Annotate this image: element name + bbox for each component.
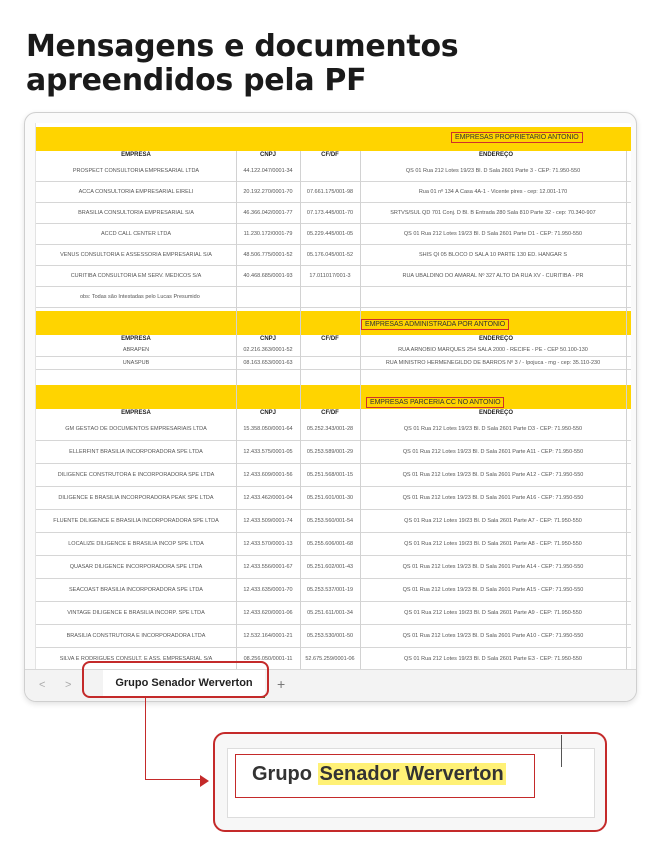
cnpj-cell[interactable]: 12.433.609/0001-56 [243, 472, 293, 478]
table-row [36, 224, 631, 245]
address-cell[interactable]: QS 01 Rua 212 Lotes 19/23 Bl. D Sala 2601 Parte A12 - CEP: 71.950-550 [402, 472, 584, 478]
zoomed-tab-label [252, 763, 506, 786]
company-cell[interactable]: DILIGENCE CONSTRUTORA E INCORPORADORA SPE LTDA [57, 472, 215, 478]
header-cnpj: CNPJ [259, 336, 276, 342]
address-cell[interactable]: QS 01 Rua 212 Lotes 19/23 Bl. D Sala 2601 Parte A10 - CEP: 71.950-550 [402, 633, 584, 639]
company-cell[interactable]: FLUENTE DILIGENCE E BRASILIA INCORPORADORA SPE LTDA [53, 518, 219, 524]
address-cell[interactable]: QS 01 Rua 212 Lotes 19/23 Bl. D Sala 2601 Parte A8 - CEP: 71.950-550 [404, 541, 582, 547]
cpf-cell[interactable]: 07.661.175/001-98 [306, 189, 354, 195]
sheet-tab-grupo-senador-werverton[interactable]: Grupo Senador Werverton [103, 670, 265, 698]
cpf-cell[interactable]: 05.251.611/001-34 [307, 610, 353, 616]
address-cell[interactable]: QS 01 Rua 212 Lotes 19/23 Bl. D Sala 2601 Parte D1 - CEP: 71.950-550 [403, 231, 583, 237]
zoomed-sheet-tab [235, 754, 535, 798]
address-cell[interactable]: RUA ARNOBIO MARQUES 254 SALA 2000 - RECIFE - PE - CEP 50.100-130 [398, 347, 588, 353]
cnpj-cell[interactable]: 12.532.164/0001-21 [243, 633, 293, 639]
table-row [36, 418, 631, 441]
cpf-cell[interactable]: 05.176.045/001-52 [306, 252, 354, 258]
cpf-cell[interactable]: 52.675.259/0001-06 [305, 656, 355, 662]
company-cell[interactable]: UNASPUB [122, 360, 150, 366]
table-row [36, 602, 631, 625]
table-row [36, 245, 631, 266]
column-divider [626, 151, 627, 671]
column-divider [300, 151, 301, 671]
cpf-cell[interactable]: 05.253.560/001-54 [306, 518, 354, 524]
table-row [36, 161, 631, 182]
table-row [36, 487, 631, 510]
section-label-proprietario: EMPRESAS PROPRIETARIO ANTONIO [451, 132, 583, 143]
table-row [36, 182, 631, 203]
headline-line-2: apreendidos pela PF [26, 63, 367, 98]
cpf-cell[interactable]: 05.253.589/001-29 [306, 449, 354, 455]
spreadsheet-grid [35, 123, 631, 671]
cpf-cell[interactable]: 05.252.343/001-28 [306, 426, 354, 432]
address-cell[interactable]: QS 01 Rua 212 Lotes 19/23 Bl. D Sala 2601 Parte 3 - CEP: 71.950-550 [405, 168, 581, 174]
company-cell[interactable]: SEACOAST BRASILIA INCORPORADORA SPE LTDA [69, 587, 203, 593]
headline [26, 30, 636, 98]
company-cell[interactable]: obs: Todas são Intestadas pelo Lucas Presumido [80, 294, 200, 300]
next-sheet-button[interactable]: > [65, 679, 72, 691]
company-cell[interactable]: ACCA CONSULTORIA EMPRESARIAL EIRELI [78, 189, 194, 195]
cnpj-cell[interactable]: 12.433.635/0001-70 [243, 587, 293, 593]
header-cpf: CF/DF [321, 336, 339, 342]
cnpj-cell[interactable]: 12.433.556/0001-67 [243, 564, 293, 570]
address-cell[interactable]: QS 01 Rua 212 Lotes 19/23 Bl. D Sala 2601 Parte A16 - CEP: 71.950-550 [402, 495, 584, 501]
address-cell[interactable]: QS 01 Rua 212 Lotes 19/23 Bl. D Sala 2601 Parte A11 - CEP: 71.950-550 [402, 449, 584, 455]
company-cell[interactable]: DILIGENCE E BRASILIA INCORPORADORA PEAK SPE LTDA [58, 495, 214, 501]
table-row [36, 464, 631, 487]
section-band-parceria [36, 385, 631, 409]
cnpj-cell[interactable]: 12.433.620/0001-06 [243, 610, 293, 616]
cpf-cell[interactable]: 05.251.601/001-30 [306, 495, 354, 501]
table-row [36, 579, 631, 602]
header-cpf: CF/DF [321, 410, 339, 416]
table-row [36, 441, 631, 464]
section-label-parceria: EMPRESAS PARCERIA CC NO ANTONIO [366, 397, 504, 408]
table-row [36, 287, 631, 308]
cnpj-cell[interactable]: 12.433.462/0001-04 [243, 495, 293, 501]
previous-sheet-button[interactable]: < [39, 679, 46, 691]
header-endereco: ENDEREÇO [478, 336, 513, 342]
cnpj-cell[interactable]: 20.192.270/0001-70 [243, 189, 293, 195]
address-cell[interactable]: Rua 01 nº 134 A Casa 4A-1 - Vicente pires - cep: 12.001-170 [418, 189, 568, 195]
address-cell[interactable]: QS 01 Rua 212 Lotes 19/23 Bl. D Sala 2601 Parte E3 - CEP: 71.950-550 [404, 656, 582, 662]
company-cell[interactable]: ABRAPEN [122, 347, 150, 353]
cnpj-cell[interactable]: 15.358.050/0001-64 [243, 426, 293, 432]
address-cell[interactable]: SHIS QI 05 BLOCO D SALA 10 PARTE 130 ED. HANGAR S [418, 252, 568, 258]
header-cnpj: CNPJ [259, 152, 276, 158]
section-band-administrada [36, 311, 631, 335]
callout-connector [145, 698, 205, 780]
table-row [36, 533, 631, 556]
cnpj-cell[interactable]: 08.163.653/0001-63 [243, 360, 293, 366]
cnpj-cell[interactable]: 44.122.047/0001-34 [243, 168, 293, 174]
company-cell[interactable]: LOCALIZE DILIGENCE E BRASILIA INCOP SPE LTDA [68, 541, 204, 547]
cpf-cell[interactable]: 05.229.445/001-05 [306, 231, 354, 237]
cnpj-cell[interactable]: 12.433.570/0001-13 [243, 541, 293, 547]
cpf-cell[interactable]: 05.251.602/001-43 [306, 564, 354, 570]
table-row [36, 266, 631, 287]
zoom-divider [561, 735, 562, 767]
company-cell[interactable]: ACCD CALL CENTER LTDA [101, 231, 171, 237]
tab-highlight-outline [82, 661, 269, 698]
callout-arrow-icon [200, 775, 209, 787]
cpf-cell[interactable]: 05.251.568/001-15 [306, 472, 354, 478]
spreadsheet-screenshot [24, 112, 637, 702]
address-cell[interactable]: QS 01 Rua 212 Lotes 19/23 Bl. D Sala 2601 Parte A7 - CEP: 71.950-550 [404, 518, 582, 524]
company-cell[interactable]: VENUS CONSULTORIA E ASSESSORIA EMPRESARIAL S/A [60, 252, 212, 258]
address-cell[interactable]: QS 01 Rua 212 Lotes 19/23 Bl. D Sala 2601 Parte D3 - CEP: 71.950-550 [403, 426, 583, 432]
header-empresa: EMPRESA [121, 410, 151, 416]
company-cell[interactable]: PROSPECT CONSULTORIA EMPRESARIAL LTDA [72, 168, 200, 174]
cpf-cell[interactable]: 05.253.530/001-50 [306, 633, 354, 639]
cpf-cell[interactable]: 05.253.537/001-19 [306, 587, 354, 593]
address-cell[interactable]: QS 01 Rua 212 Lotes 19/23 Bl. D Sala 2601 Parte A9 - CEP: 71.950-550 [404, 610, 582, 616]
address-cell[interactable]: QS 01 Rua 212 Lotes 19/23 Bl. D Sala 2601 Parte A15 - CEP: 71.950-550 [402, 587, 584, 593]
section-band-proprietario [36, 127, 631, 151]
header-endereco: ENDEREÇO [478, 410, 513, 416]
header-cnpj: CNPJ [259, 410, 276, 416]
cnpj-cell[interactable]: 12.433.575/0001-05 [243, 449, 293, 455]
cnpj-cell[interactable]: 12.433.509/0001-74 [243, 518, 293, 524]
header-endereco: ENDEREÇO [478, 152, 513, 158]
column-headers-3 [36, 410, 631, 418]
company-cell[interactable]: BRASILIA CONSULTORIA EMPRESARIAL S/A [78, 210, 194, 216]
header-empresa: EMPRESA [121, 152, 151, 158]
cnpj-cell[interactable]: 08.256.050/0001-11 [243, 656, 293, 662]
company-cell[interactable]: GM GESTÃO DE DOCUMENTOS EMPRESARIAIS LTDA [65, 426, 207, 432]
company-cell[interactable]: SILVA E RODRIGUES CONSULT. E ASS. EMPRESARIAL S/A [59, 656, 213, 662]
column-headers-1 [36, 152, 631, 160]
zoomed-tab-label-grupo: Grupo [252, 763, 318, 785]
section-label-administrada: EMPRESAS ADMINISTRADA POR ANTONIO [361, 319, 509, 330]
company-cell[interactable]: BRASILIA CONSTRUTORA E INCORPORADORA LTDA [66, 633, 206, 639]
zoomed-tab-callout [213, 732, 607, 832]
header-cpf: CF/DF [321, 152, 339, 158]
table-row [36, 357, 631, 370]
address-cell[interactable]: SRTVS/SUL QD 701 Conj. D Bl. B Entrada 280 Sala 810 Parte 32 - cep: 70.340-907 [390, 210, 596, 216]
cnpj-cell[interactable]: 02.216.363/0001-52 [243, 347, 293, 353]
cnpj-cell[interactable]: 11.230.172/0001-79 [243, 231, 293, 237]
company-cell[interactable]: CURITIBA CONSULTORIA EM SERV. MEDICOS S/A [70, 273, 202, 279]
header-empresa: EMPRESA [121, 336, 151, 342]
address-cell[interactable]: RUA UBALDINO DO AMARAL Nº 327 ALTO DA RUA XV - CURITIBA - PR [402, 273, 584, 279]
table-row [36, 203, 631, 224]
column-divider [360, 151, 361, 671]
company-cell[interactable]: VINTAGE DILIGENCE E BRASILIA INCORP. SPE LTDA [67, 610, 205, 616]
table-row [36, 344, 631, 357]
table-row [36, 510, 631, 533]
cpf-cell[interactable]: 17.011017/001-3 [309, 273, 351, 279]
address-cell[interactable]: RUA MINISTRO HERMENEGILDO DE BARROS Nº 3 / - Ipojuca - mg - cep: 35.110-230 [385, 360, 601, 366]
table-row [36, 625, 631, 648]
column-divider [236, 151, 237, 671]
address-cell[interactable]: QS 01 Rua 212 Lotes 19/23 Bl. D Sala 2601 Parte A14 - CEP: 71.950-550 [402, 564, 584, 570]
cnpj-cell[interactable]: 46.366.042/0001-77 [243, 210, 293, 216]
column-headers-2 [36, 336, 631, 344]
zoomed-tab-label-highlight: Senador Werverton [319, 763, 504, 785]
table-row [36, 556, 631, 579]
company-cell[interactable]: QUASAR DILIGENCE INCORPORADORA SPE LTDA [69, 564, 203, 570]
add-sheet-button[interactable]: + [277, 676, 286, 692]
headline-line-1: Mensagens e documentos [26, 29, 459, 64]
cnpj-cell[interactable]: 40.468.685/0001-93 [243, 273, 293, 279]
cnpj-cell[interactable]: 48.506.775/0001-52 [243, 252, 293, 258]
company-cell[interactable]: ELLERFINT BRASILIA INCORPORADORA SPE LTDA [69, 449, 203, 455]
cpf-cell[interactable]: 07.173.445/001-70 [306, 210, 354, 216]
cpf-cell[interactable]: 05.255.606/001-68 [306, 541, 354, 547]
